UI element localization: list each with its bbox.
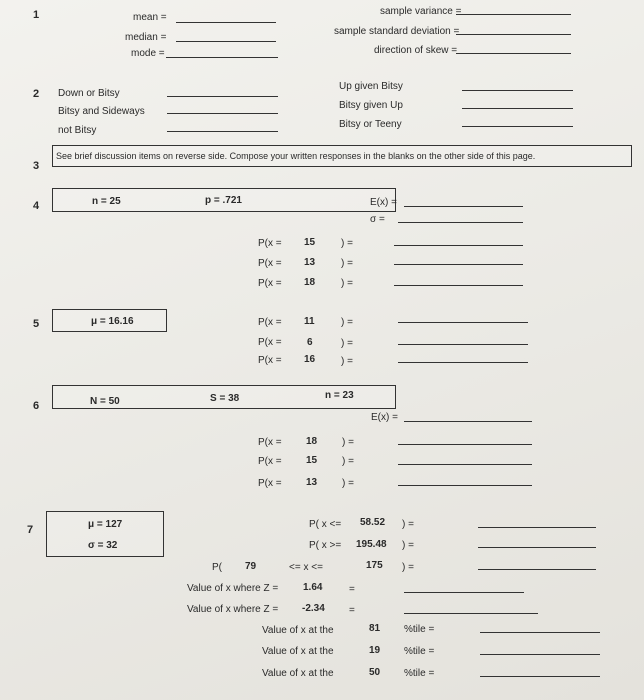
expected-value-label: E(x) = xyxy=(371,412,398,423)
percentile-label: Value of x at the xyxy=(262,625,334,636)
prob-greater-equal-value: 195.48 xyxy=(356,539,387,550)
z-value: -2.34 xyxy=(302,603,325,614)
prob-between-high: 175 xyxy=(366,560,383,571)
prob-close: ) = xyxy=(341,317,353,328)
mode-blank[interactable] xyxy=(166,57,278,58)
mean-label: mean = xyxy=(133,12,167,23)
expected-value-blank[interactable] xyxy=(404,206,523,207)
prob-greater-equal-label: P( x >= xyxy=(309,540,342,551)
sample-sd-label: sample standard deviation = xyxy=(334,26,460,37)
prob-label: P(x = xyxy=(258,258,282,269)
prob-close: ) = xyxy=(402,540,414,551)
prob-label: P(x = xyxy=(258,238,282,249)
question-number-7: 7 xyxy=(27,524,34,536)
z-equals: = xyxy=(349,605,355,616)
discussion-note-text: See brief discussion items on reverse side. Compose your written responses in the blanks on the other side of this page. xyxy=(56,151,536,161)
prob-value: 13 xyxy=(306,477,318,488)
prob-value: 18 xyxy=(304,277,316,288)
binomial-n: n = 25 xyxy=(92,196,121,207)
prob-close: ) = xyxy=(342,478,354,489)
question-number-3: 3 xyxy=(33,160,40,172)
prob-label: P(x = xyxy=(258,337,282,348)
percentile-value: 50 xyxy=(369,667,381,678)
percentile-answer-blank[interactable] xyxy=(480,654,600,655)
prob-value: 18 xyxy=(306,436,318,447)
prob-value: 15 xyxy=(304,237,316,248)
prob-close: ) = xyxy=(341,278,353,289)
percentile-suffix: %tile = xyxy=(404,624,435,635)
question-number-4: 4 xyxy=(33,200,40,212)
not-bitsy-blank[interactable] xyxy=(167,131,278,132)
prob-label: P(x = xyxy=(258,355,282,366)
z-answer-blank[interactable] xyxy=(404,613,538,614)
skew-direction-label: direction of skew = xyxy=(374,45,458,56)
down-or-bitsy-blank[interactable] xyxy=(167,96,278,97)
prob-less-equal-value: 58.52 xyxy=(360,517,386,528)
percentile-answer-blank[interactable] xyxy=(480,676,600,677)
prob-value: 6 xyxy=(307,337,313,348)
prob-close: ) = xyxy=(341,356,353,367)
prob-label: P(x = xyxy=(258,456,282,467)
sample-sd-blank[interactable] xyxy=(456,34,571,35)
percentile-label: Value of x at the xyxy=(262,646,334,657)
not-bitsy-label: not Bitsy xyxy=(58,125,97,136)
prob-label: P(x = xyxy=(258,317,282,328)
prob-close: ) = xyxy=(342,437,354,448)
percentile-value: 81 xyxy=(369,623,381,634)
z-value-label: Value of x where Z = xyxy=(187,604,279,615)
prob-between-open: P( xyxy=(212,562,222,573)
mode-label: mode = xyxy=(131,48,165,59)
prob-answer-blank[interactable] xyxy=(394,245,523,246)
z-value: 1.64 xyxy=(303,582,323,593)
skew-direction-blank[interactable] xyxy=(456,53,571,54)
up-given-bitsy-label: Up given Bitsy xyxy=(339,81,403,92)
question-number-2: 2 xyxy=(33,88,40,100)
prob-close: ) = xyxy=(341,258,353,269)
prob-close: ) = xyxy=(342,456,354,467)
prob-close: ) = xyxy=(402,562,414,573)
percentile-suffix: %tile = xyxy=(404,668,435,679)
sample-variance-blank[interactable] xyxy=(456,14,571,15)
prob-label: P(x = xyxy=(258,437,282,448)
prob-answer-blank[interactable] xyxy=(394,264,523,265)
sigma-blank[interactable] xyxy=(398,222,523,223)
bitsy-and-sideways-label: Bitsy and Sideways xyxy=(58,106,145,117)
percentile-value: 19 xyxy=(369,645,381,656)
prob-value: 13 xyxy=(304,257,316,268)
z-value-label: Value of x where Z = xyxy=(187,583,279,594)
expected-value-label: E(x) = xyxy=(370,197,397,208)
question-number-6: 6 xyxy=(33,400,40,412)
median-blank[interactable] xyxy=(176,41,276,42)
sigma-label: σ = xyxy=(370,214,385,225)
prob-answer-blank[interactable] xyxy=(398,362,528,363)
population-size: N = 50 xyxy=(90,396,120,407)
poisson-mean: μ = 16.16 xyxy=(91,316,134,327)
prob-answer-blank[interactable] xyxy=(394,285,523,286)
mean-blank[interactable] xyxy=(176,22,276,23)
sample-variance-label: sample variance = xyxy=(380,6,462,17)
prob-answer-blank[interactable] xyxy=(478,547,596,548)
percentile-suffix: %tile = xyxy=(404,646,435,657)
binomial-p: p = .721 xyxy=(205,195,242,206)
prob-close: ) = xyxy=(341,238,353,249)
bitsy-given-up-blank[interactable] xyxy=(462,108,573,109)
prob-answer-blank[interactable] xyxy=(478,527,596,528)
median-label: median = xyxy=(125,32,167,43)
prob-answer-blank[interactable] xyxy=(398,464,532,465)
z-answer-blank[interactable] xyxy=(404,592,524,593)
prob-close: ) = xyxy=(341,338,353,349)
down-or-bitsy-label: Down or Bitsy xyxy=(58,88,120,99)
normal-sigma: σ = 32 xyxy=(88,540,118,551)
up-given-bitsy-blank[interactable] xyxy=(462,90,573,91)
prob-close: ) = xyxy=(402,519,414,530)
bitsy-given-up-label: Bitsy given Up xyxy=(339,100,403,111)
prob-value: 15 xyxy=(306,455,318,466)
sample-size: n = 23 xyxy=(325,390,354,401)
prob-answer-blank[interactable] xyxy=(398,444,532,445)
prob-answer-blank[interactable] xyxy=(398,485,532,486)
prob-answer-blank[interactable] xyxy=(398,344,528,345)
prob-value: 16 xyxy=(304,354,316,365)
prob-answer-blank[interactable] xyxy=(478,569,596,570)
bitsy-or-teeny-label: Bitsy or Teeny xyxy=(339,119,402,130)
bitsy-or-teeny-blank[interactable] xyxy=(462,126,573,127)
question-number-1: 1 xyxy=(33,9,40,21)
percentile-answer-blank[interactable] xyxy=(480,632,600,633)
question-number-5: 5 xyxy=(33,318,40,330)
bitsy-and-sideways-blank[interactable] xyxy=(167,113,278,114)
prob-label: P(x = xyxy=(258,478,282,489)
percentile-label: Value of x at the xyxy=(262,668,334,679)
prob-value: 11 xyxy=(304,316,315,327)
prob-less-equal-label: P( x <= xyxy=(309,519,342,530)
prob-answer-blank[interactable] xyxy=(398,322,528,323)
success-count: S = 38 xyxy=(210,393,240,404)
z-equals: = xyxy=(349,584,355,595)
prob-label: P(x = xyxy=(258,278,282,289)
prob-between-low: 79 xyxy=(245,561,257,572)
expected-value-blank[interactable] xyxy=(404,421,532,422)
prob-between-mid: <= x <= xyxy=(289,562,323,573)
normal-mean: μ = 127 xyxy=(88,519,123,530)
